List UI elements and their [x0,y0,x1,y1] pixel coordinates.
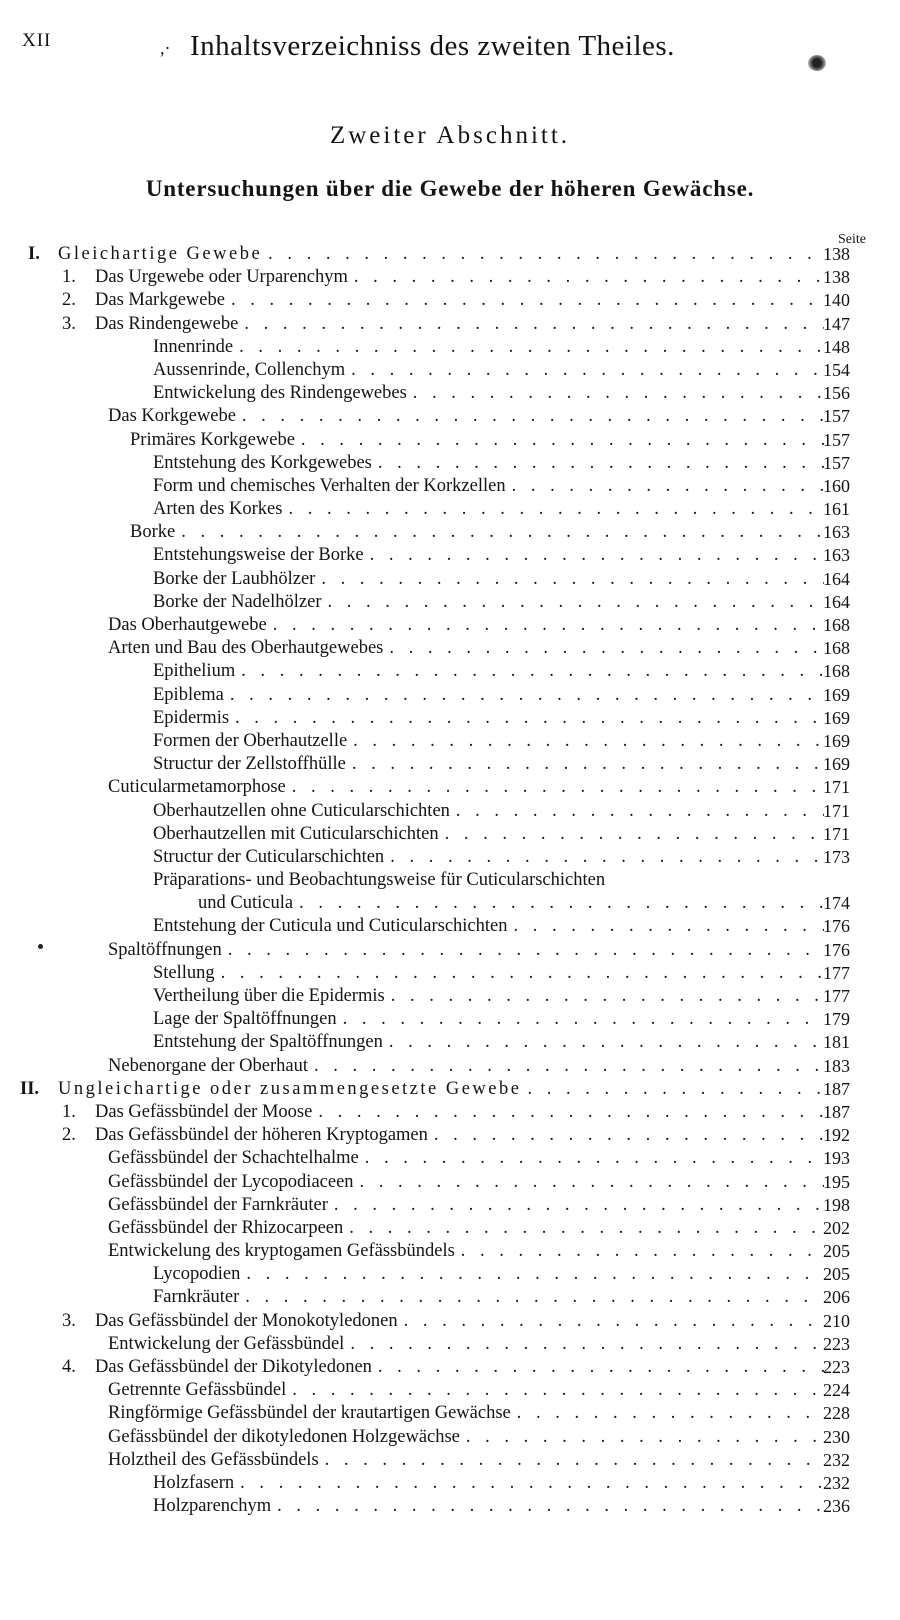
toc-entry-page: 198 [823,1194,850,1215]
toc-entry-page: 181 [823,1032,850,1053]
toc-entry-page: 157 [823,452,850,473]
toc-entry-title: Stellung [153,962,215,983]
toc-entry-number: 4. [62,1357,76,1377]
toc-entry-title: Gleichartige Gewebe [58,244,263,264]
toc-entry [0,289,900,312]
toc-entry-page: 223 [823,1357,850,1377]
dot-leader [230,684,824,707]
toc-entry-title: Borke der Laubhölzer [153,568,316,589]
toc-entry-title: Gefässbündel der Farnkräuter [108,1194,328,1215]
toc-entry-page: 148 [823,336,850,357]
dot-leader [288,498,824,521]
toc-entry [0,521,900,544]
toc-entry-title: Entstehung der Spaltöffnungen [153,1032,383,1053]
toc-entry-number: 3. [62,313,76,334]
dot-leader [378,452,824,475]
toc-entry-page: 202 [823,1217,850,1238]
toc-entry [0,1171,900,1194]
toc-entry-page: 232 [823,1449,850,1470]
toc-entry [0,915,900,938]
toc-entry-page: 138 [823,244,850,264]
toc-entry [0,1217,900,1240]
toc-entry [0,614,900,637]
toc-entry-page: 179 [823,1009,850,1030]
dot-leader [527,1078,824,1101]
dot-leader [343,1008,824,1031]
toc-entry-page: 228 [823,1403,850,1424]
toc-entry-page: 171 [823,823,850,844]
toc-entry-title: Epithelium [153,661,236,682]
dot-leader [292,776,824,799]
toc-entry [0,637,900,660]
toc-entry [0,429,900,452]
dot-leader [244,313,824,336]
toc-entry [0,684,900,707]
toc-entry-page: 183 [823,1055,850,1076]
toc-entry [0,1263,900,1286]
toc-entry-page: 173 [823,846,850,867]
toc-entry-page: 236 [823,1496,850,1517]
dot-leader [370,544,824,567]
toc-entry [0,1356,900,1379]
table-of-contents [0,243,900,1518]
dot-leader [456,800,824,823]
seite-label: Seite [838,232,866,247]
toc-entry-page: 176 [823,916,850,937]
toc-entry-page: 138 [823,267,850,288]
dot-leader [466,1426,824,1449]
dot-leader [268,243,824,266]
toc-entry [0,1286,900,1309]
dot-leader [292,1379,824,1402]
toc-entry-page: 187 [823,1101,850,1122]
toc-entry [0,382,900,405]
toc-entry-title: und Cuticula [198,893,294,914]
toc-entry [0,660,900,683]
toc-entry-title: Holzfasern [153,1472,235,1493]
ink-spot [808,55,826,71]
dot-leader [273,614,824,637]
toc-entry-title: Gefässbündel der Lycopodiaceen [108,1171,354,1192]
dot-leader [512,475,824,498]
dot-leader [245,1286,824,1309]
toc-entry-page: 157 [823,406,850,427]
dot-leader [239,336,824,359]
toc-entry-title: Gefässbündel der Schachtelhalme [108,1148,359,1169]
toc-entry [0,1031,900,1054]
toc-entry [0,1008,900,1031]
dot-leader [242,405,824,428]
toc-entry-page: 224 [823,1380,850,1401]
toc-entry-page: 157 [823,429,850,450]
margin-mark: ,· [160,38,171,58]
dot-leader [235,707,824,730]
toc-entry-page: 205 [823,1264,850,1285]
toc-entry-title: Cuticularmetamorphose [108,777,286,798]
toc-entry-title: Borke der Nadelhölzer [153,591,322,612]
toc-entry [0,452,900,475]
dot-leader [434,1124,824,1147]
dot-leader [321,568,824,591]
dot-leader [349,1217,824,1240]
dot-leader [351,359,824,382]
toc-entry-title: Form und chemisches Verhalten der Korkzellen [153,475,506,496]
toc-entry [0,1495,900,1518]
toc-entry-title: Structur der Zellstoffhülle [153,754,346,775]
page-number: XII [22,30,52,51]
toc-entry-title: Holzparenchym [153,1496,272,1517]
dot-leader [231,289,824,312]
toc-entry-title: Entwickelung des Rindengewebes [153,383,407,404]
dot-leader [360,1171,824,1194]
toc-entry-title: Farnkräuter [153,1287,240,1308]
toc-entry [0,800,900,823]
toc-entry-page: 177 [823,962,850,983]
toc-entry [0,313,900,336]
toc-entry-title: Epiblema [153,684,224,705]
dot-leader [240,1472,824,1495]
toc-entry [0,869,900,892]
toc-entry [0,1449,900,1472]
toc-entry [0,753,900,776]
toc-entry-page: 161 [823,499,850,520]
toc-entry [0,1402,900,1425]
section-title: Zweiter Abschnitt. [329,122,571,149]
toc-entry-page: 169 [823,684,850,705]
toc-entry-title: Entwickelung des kryptogamen Gefässbündels [108,1241,455,1262]
toc-entry-title: Arten des Korkes [153,499,283,520]
dot-leader [391,985,824,1008]
toc-entry [0,730,900,753]
toc-entry-page: 156 [823,383,850,404]
toc-entry-page: 147 [823,313,850,334]
dot-leader [299,892,824,915]
toc-entry-number: 2. [62,1125,76,1146]
dot-leader [365,1147,824,1170]
dot-leader [354,266,824,289]
toc-entry-page: 176 [823,939,850,960]
dot-leader [277,1495,824,1518]
toc-entry-title: Entstehungsweise der Borke [153,545,364,566]
toc-entry [0,1055,900,1078]
dot-leader [389,637,824,660]
toc-entry [0,359,900,382]
toc-entry-title: Das Gefässbündel der Monokotyledonen [95,1310,398,1331]
dot-leader [514,915,825,938]
toc-entry-title: Das Urgewebe oder Urparenchym [95,267,348,288]
dot-leader [241,660,824,683]
toc-entry-title: Nebenorgane der Oberhaut [108,1055,308,1076]
toc-entry-page: 210 [823,1310,850,1331]
dot-leader [221,962,824,985]
toc-entry-title: Aussenrinde, Collenchym [153,359,346,380]
dot-leader [390,846,824,869]
toc-entry-title: Das Gefässbündel der Moose [95,1101,313,1122]
toc-entry [0,475,900,498]
toc-entry-title: Primäres Korkgewebe [130,429,295,450]
dot-leader [404,1310,824,1333]
toc-entry-title: Epidermis [153,707,230,728]
toc-entry-page: 163 [823,545,850,566]
toc-entry-title: Innenrinde [153,336,234,357]
toc-entry-title: Oberhautzellen ohne Cuticularschichten [153,800,450,821]
toc-entry-page: 223 [823,1333,850,1354]
dot-leader [353,730,824,753]
toc-entry-title: Borke [130,522,176,543]
toc-entry [0,962,900,985]
toc-entry-page: 205 [823,1241,850,1262]
toc-entry [0,1078,900,1101]
dot-leader [246,1263,824,1286]
toc-entry-page: 164 [823,568,850,589]
toc-entry-page: 169 [823,754,850,775]
toc-entry [0,568,900,591]
toc-entry-page: 163 [823,522,850,543]
toc-entry-title: Das Gefässbündel der Dikotyledonen [95,1357,372,1377]
toc-entry-page: 160 [823,475,850,496]
dot-leader [327,591,824,614]
toc-entry-title: Das Korkgewebe [108,406,236,427]
toc-entry [0,1124,900,1147]
toc-entry-page: 171 [823,800,850,821]
toc-entry-title: Ungleichartige oder zusammengesetzte Gewebe [58,1078,522,1099]
toc-entry-title: Ringförmige Gefässbündel der krautartigen Gewächse [108,1403,511,1424]
toc-entry-page: 164 [823,591,850,612]
toc-entry-page: 193 [823,1148,850,1169]
toc-entry [0,939,900,962]
toc-entry-title: Getrennte Gefässbündel [108,1380,287,1401]
toc-entry [0,1240,900,1263]
toc-entry-page: 206 [823,1287,850,1308]
dot-leader [228,939,824,962]
toc-entry-page: 192 [823,1125,850,1146]
toc-entry-title: Entstehung der Cuticula und Cuticularschichten [153,916,508,937]
toc-entry-title: Vertheilung über die Epidermis [153,986,385,1006]
toc-entry-title: Gefässbündel der Rhizocarpeen [108,1217,344,1238]
toc-entry-title: Das Markgewebe [95,290,225,311]
toc-entry [0,1426,900,1449]
dot-leader [301,429,824,452]
toc-entry-page: 168 [823,638,850,659]
toc-entry-title: Lage der Spaltöffnungen [153,1009,337,1030]
toc-entry [0,243,900,266]
toc-entry [0,707,900,730]
toc-entry-title: Structur der Cuticularschichten [153,846,385,867]
toc-entry-title: Formen der Oberhautzelle [153,730,348,751]
toc-entry-page: 171 [823,777,850,798]
toc-entry-page: 169 [823,707,850,728]
toc-entry-page: 140 [823,290,850,311]
toc-entry [0,1379,900,1402]
toc-entry [0,985,900,1008]
toc-entry-number: 3. [62,1310,76,1331]
toc-entry [0,776,900,799]
toc-entry-number: 1. [62,1101,76,1122]
dot-leader [352,753,824,776]
dot-leader [445,823,824,846]
toc-entry-title: Holztheil des Gefässbündels [108,1449,319,1470]
toc-entry-page: 230 [823,1426,850,1447]
toc-entry-title: Präparations- und Beobachtungsweise für Cuticularschichten [153,870,606,891]
dot-leader [461,1240,824,1263]
toc-entry [0,846,900,869]
dot-leader [325,1449,824,1472]
toc-entry-page: 174 [823,893,850,914]
dot-leader [350,1333,824,1356]
toc-entry-title: Lycopodien [153,1264,241,1285]
toc-entry-title: Entwickelung der Gefässbündel [108,1333,345,1354]
toc-entry-page: 169 [823,730,850,751]
dot-leader [314,1055,824,1078]
dot-leader [181,521,824,544]
toc-entry-title: Gefässbündel der dikotyledonen Holzgewächse [108,1426,460,1447]
dot-leader [389,1031,824,1054]
toc-entry-number: I. [28,244,40,264]
dot-leader [334,1194,824,1217]
dot-leader [318,1101,824,1124]
toc-entry-page: 154 [823,359,850,380]
toc-entry-title: Das Oberhautgewebe [108,615,267,635]
toc-entry-page: 195 [823,1171,850,1192]
toc-entry [0,1194,900,1217]
toc-entry-number: II. [20,1078,40,1099]
dot-leader [413,382,824,405]
toc-entry-title: Entstehung des Korkgewebes [153,452,372,473]
running-head: Inhaltsverzeichniss des zweiten Theiles. [190,30,675,62]
toc-entry-page: 187 [823,1078,850,1099]
toc-entry [0,266,900,289]
toc-entry-title: Das Rindengewebe [95,313,239,334]
toc-entry-title: Oberhautzellen mit Cuticularschichten [153,823,439,844]
toc-entry [0,405,900,428]
toc-entry [0,336,900,359]
toc-entry-title: Das Gefässbündel der höheren Kryptogamen [95,1125,428,1146]
toc-entry [0,892,900,915]
toc-entry-page: 232 [823,1472,850,1493]
toc-entry [0,498,900,521]
toc-entry [0,1472,900,1495]
toc-entry-title: Arten und Bau des Oberhautgewebes [108,638,384,659]
toc-entry [0,1333,900,1356]
toc-entry [0,591,900,614]
toc-entry [0,1101,900,1124]
toc-entry-title: Spaltöffnungen [108,939,222,960]
toc-entry-number: 2. [62,290,76,311]
toc-entry-number: 1. [62,267,76,288]
toc-entry [0,544,900,567]
toc-entry [0,823,900,846]
dot-leader [378,1356,824,1379]
section-subtitle: Untersuchungen über die Gewebe der höheren Gewächse. [145,176,755,201]
toc-entry-page: 168 [823,615,850,635]
dot-leader [517,1402,824,1425]
toc-entry [0,1310,900,1333]
toc-entry-page: 168 [823,661,850,682]
toc-entry [0,1147,900,1170]
toc-entry-page: 177 [823,986,850,1006]
